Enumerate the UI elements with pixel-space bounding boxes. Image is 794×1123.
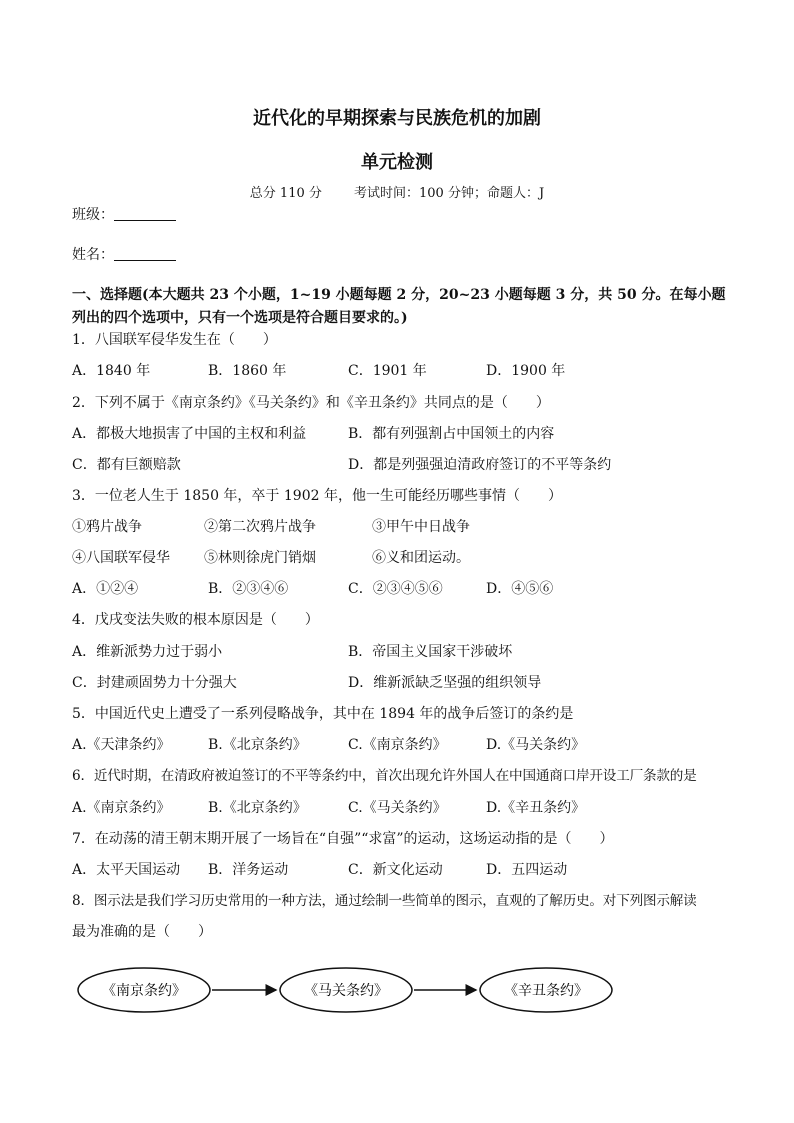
- total-score: 总分 110 分: [249, 186, 322, 201]
- q1-option-a[interactable]: A．1840 年: [72, 363, 151, 379]
- name-field: [72, 244, 176, 264]
- q7-option-d[interactable]: D．五四运动: [486, 862, 568, 878]
- q3-option-d[interactable]: D．④⑤⑥: [486, 581, 554, 597]
- class-blank[interactable]: [114, 206, 176, 221]
- q6-option-c[interactable]: C.《马关条约》: [348, 800, 447, 816]
- question-8-stem-line2: 最为准确的是（ ）: [72, 924, 212, 940]
- page-subtitle: 单元检测: [361, 152, 433, 173]
- q2-option-b[interactable]: B．都有列强割占中国领土的内容: [348, 426, 555, 442]
- name-blank[interactable]: [114, 246, 176, 261]
- question-7-stem: 7．在动荡的清王朝末期开展了一场旨在“自强”“求富”的运动，这场运动指的是（ ）: [72, 831, 614, 847]
- q7-option-b[interactable]: B．洋务运动: [208, 862, 289, 878]
- q3-option-b[interactable]: B．②③④⑥: [208, 581, 289, 597]
- page-title: 近代化的早期探索与民族危机的加剧: [253, 108, 541, 129]
- q5-option-a[interactable]: A.《天津条约》: [72, 737, 171, 753]
- question-2-stem: 2．下列不属于《南京条约》《马关条约》和《辛丑条约》共同点的是（ ）: [72, 395, 550, 411]
- q1-option-d[interactable]: D．1900 年: [486, 363, 566, 379]
- q3-item-2: ②第二次鸦片战争: [204, 519, 316, 535]
- section-heading: 一、选择题(本大题共 23 个小题，1~19 小题每题 2 分，20~23 小题每题 3 分，共 50 分。在每小题列出的四个选项中，只有一个选项是符合题目要求的。): [72, 287, 726, 326]
- q2-option-c[interactable]: C．都有巨额赔款: [72, 457, 181, 473]
- q3-item-5: ⑤林则徐虎门销烟: [204, 550, 316, 566]
- question-4-stem: 4．戊戌变法失败的根本原因是（ ）: [72, 612, 319, 628]
- question-8-stem-line1: 8．图示法是我们学习历史常用的一种方法，通过绘制一些简单的图示，直观的了解历史。对下列图示解读: [72, 893, 697, 909]
- exam-meta: [0, 182, 794, 201]
- node-label-nanjing: 《南京条约》: [102, 983, 186, 999]
- question-6-stem: 6．近代时期，在清政府被迫签订的不平等条约中，首次出现允许外国人在中国通商口岸开设工厂条款的是: [72, 768, 697, 784]
- node-label-xinchou: 《辛丑条约》: [504, 983, 588, 999]
- q6-option-d[interactable]: D.《辛丑条约》: [486, 800, 586, 816]
- class-field: [72, 204, 176, 224]
- q4-option-d[interactable]: D．维新派缺乏坚强的组织领导: [348, 675, 542, 691]
- q4-option-c[interactable]: C．封建顽固势力十分强大: [72, 675, 237, 691]
- q2-option-d[interactable]: D．都是列强强迫清政府签订的不平等条约: [348, 457, 612, 473]
- node-label-maguan: 《马关条约》: [304, 983, 388, 999]
- class-label: 班级：: [72, 207, 114, 223]
- q1-option-c[interactable]: C．1901 年: [348, 363, 427, 379]
- q3-option-c[interactable]: C．②③④⑤⑥: [348, 581, 443, 597]
- q1-option-b[interactable]: B．1860 年: [208, 363, 287, 379]
- q7-option-a[interactable]: A．太平天国运动: [72, 862, 181, 878]
- q4-option-a[interactable]: A．维新派势力过于弱小: [72, 644, 223, 660]
- q6-option-b[interactable]: B.《北京条约》: [208, 800, 307, 816]
- treaty-flow-diagram: [76, 962, 636, 1022]
- q3-item-1: ①鸦片战争: [72, 519, 142, 535]
- q3-item-6: ⑥义和团运动。: [372, 550, 470, 566]
- question-1-stem: 1．八国联军侵华发生在（ ）: [72, 332, 277, 348]
- q5-option-d[interactable]: D.《马关条约》: [486, 737, 586, 753]
- question-5-stem: 5．中国近代史上遭受了一系列侵略战争，其中在 1894 年的战争后签订的条约是: [72, 706, 574, 722]
- q6-option-a[interactable]: A.《南京条约》: [72, 800, 171, 816]
- q3-option-a[interactable]: A．①②④: [72, 581, 139, 597]
- node-nanjing-treaty: [78, 968, 210, 1012]
- q3-item-3: ③甲午中日战争: [372, 519, 470, 535]
- name-label: 姓名：: [72, 247, 114, 263]
- q5-option-c[interactable]: C.《南京条约》: [348, 737, 447, 753]
- exam-time: 考试时间：100 分钟；命题人：J: [354, 186, 545, 201]
- question-3-stem: 3．一位老人生于 1850 年，卒于 1902 年，他一生可能经历哪些事情（ ）: [72, 488, 562, 504]
- node-maguan-treaty: [280, 968, 412, 1012]
- q3-item-4: ④八国联军侵华: [72, 550, 170, 566]
- q4-option-b[interactable]: B．帝国主义国家干涉破坏: [348, 644, 513, 660]
- q5-option-b[interactable]: B.《北京条约》: [208, 737, 307, 753]
- q7-option-c[interactable]: C．新文化运动: [348, 862, 443, 878]
- node-xinchou-treaty: [480, 968, 612, 1012]
- q2-option-a[interactable]: A．都极大地损害了中国的主权和利益: [72, 426, 307, 442]
